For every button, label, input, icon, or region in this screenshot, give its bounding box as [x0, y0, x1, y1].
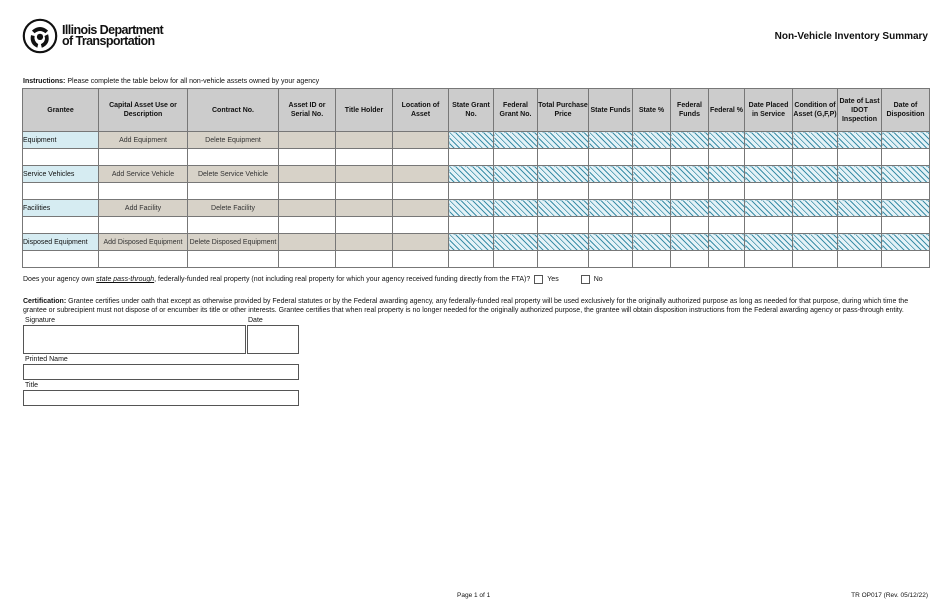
column-header: Location of Asset [393, 89, 449, 132]
column-header: Capital Asset Use or Description [99, 89, 188, 132]
real-property-question [23, 275, 603, 284]
input-cell[interactable] [393, 149, 449, 166]
table-cell [393, 200, 449, 217]
form-id: TR OP017 (Rev. 05/12/22) [851, 592, 928, 599]
input-cell[interactable] [336, 251, 393, 268]
yes-checkbox[interactable] [534, 275, 543, 284]
delete-button[interactable]: Delete Equipment [188, 132, 279, 149]
table-cell [589, 234, 633, 251]
input-cell[interactable] [671, 183, 709, 200]
table-cell [336, 200, 393, 217]
input-cell[interactable] [793, 149, 838, 166]
input-cell[interactable] [671, 217, 709, 234]
table-cell [882, 234, 930, 251]
input-cell[interactable] [449, 149, 494, 166]
input-cell[interactable] [23, 183, 99, 200]
input-cell[interactable] [99, 149, 188, 166]
input-cell[interactable] [745, 251, 793, 268]
table-cell [745, 166, 793, 183]
table-cell [882, 166, 930, 183]
table-cell [633, 166, 671, 183]
table-cell [793, 200, 838, 217]
table-cell [494, 200, 538, 217]
table-cell [709, 132, 745, 149]
section-row [23, 200, 930, 217]
input-cell[interactable] [838, 217, 882, 234]
input-cell[interactable] [99, 183, 188, 200]
no-label: No [593, 276, 603, 283]
signature-field[interactable] [23, 325, 246, 354]
instructions-text: Please complete the table below for all non-vehicle assets owned by your agency [67, 78, 320, 85]
input-cell[interactable] [882, 217, 930, 234]
input-cell[interactable] [279, 149, 336, 166]
input-cell[interactable] [393, 251, 449, 268]
input-cell[interactable] [633, 149, 671, 166]
section-row [23, 132, 930, 149]
add-button[interactable]: Add Service Vehicle [99, 166, 188, 183]
add-button[interactable]: Add Facility [99, 200, 188, 217]
input-cell[interactable] [709, 183, 745, 200]
instructions [23, 78, 319, 85]
table-cell [633, 234, 671, 251]
column-header: Date Placed in Service [745, 89, 793, 132]
input-cell[interactable] [538, 251, 589, 268]
input-cell[interactable] [793, 251, 838, 268]
table-cell [838, 200, 882, 217]
certification [23, 297, 928, 315]
input-cell[interactable] [538, 183, 589, 200]
table-row [23, 251, 930, 268]
input-cell[interactable] [279, 183, 336, 200]
certification-label: Certification: [23, 298, 67, 305]
category-label: Facilities [23, 200, 99, 217]
input-cell[interactable] [709, 149, 745, 166]
column-header: Condition of Asset (G,F,P) [793, 89, 838, 132]
input-cell[interactable] [23, 149, 99, 166]
table-cell [393, 132, 449, 149]
org-line-1: Illinois Department [62, 23, 164, 37]
table-cell [279, 234, 336, 251]
delete-button[interactable]: Delete Disposed Equipment [188, 234, 279, 251]
column-header: Grantee [23, 89, 99, 132]
table-cell [449, 132, 494, 149]
table-cell [709, 166, 745, 183]
table-cell [745, 200, 793, 217]
table-cell [538, 132, 589, 149]
table-cell [449, 166, 494, 183]
input-cell[interactable] [538, 149, 589, 166]
table-cell [838, 132, 882, 149]
no-checkbox[interactable] [581, 275, 590, 284]
title-label: Title [25, 382, 38, 389]
section-row [23, 234, 930, 251]
input-cell[interactable] [99, 251, 188, 268]
input-cell[interactable] [793, 217, 838, 234]
input-cell[interactable] [709, 251, 745, 268]
certification-text: Grantee certifies under oath that except as otherwise provided by Federal statutes or by the Federal awarding agency, any federally-funded real property will be used exclusively for the originally authorized purpose as long as needed for that purpose, during which time the grantee or subrecipient must not dispose of or encumber its title or other interests. Grantee certifies that when real property is no longer needed for the originally authorized purpose, the grantee will obtain disposition instructions from the Federal awarding agency or pass-through entity. [23, 298, 909, 314]
input-cell[interactable] [393, 217, 449, 234]
input-cell[interactable] [23, 251, 99, 268]
yes-label: Yes [547, 276, 559, 283]
input-cell[interactable] [589, 251, 633, 268]
table-cell [671, 132, 709, 149]
idot-logo-icon [22, 18, 58, 54]
add-button[interactable]: Add Disposed Equipment [99, 234, 188, 251]
input-cell[interactable] [709, 217, 745, 234]
add-button[interactable]: Add Equipment [99, 132, 188, 149]
input-cell[interactable] [279, 251, 336, 268]
column-header: Title Holder [336, 89, 393, 132]
input-cell[interactable] [838, 183, 882, 200]
table-cell [279, 200, 336, 217]
input-cell[interactable] [494, 217, 538, 234]
table-cell [336, 234, 393, 251]
input-cell[interactable] [589, 149, 633, 166]
table-cell [336, 132, 393, 149]
table-cell [671, 166, 709, 183]
input-cell[interactable] [23, 217, 99, 234]
input-cell[interactable] [449, 183, 494, 200]
org-line-2: of Transportation [62, 34, 155, 48]
table-cell [393, 234, 449, 251]
column-header: Total Purchase Price [538, 89, 589, 132]
table-cell [538, 166, 589, 183]
table-cell [538, 234, 589, 251]
delete-button[interactable]: Delete Service Vehicle [188, 166, 279, 183]
input-cell[interactable] [494, 183, 538, 200]
input-cell[interactable] [336, 183, 393, 200]
table-cell [793, 234, 838, 251]
table-cell [336, 166, 393, 183]
category-label: Service Vehicles [23, 166, 99, 183]
table-cell [671, 200, 709, 217]
input-cell[interactable] [745, 149, 793, 166]
table-cell [633, 132, 671, 149]
title-field[interactable] [23, 390, 299, 406]
question-suffix: , federally-funded real property (not including real property for which your agency received funding directly from the FTA)? [154, 276, 531, 283]
input-cell[interactable] [449, 251, 494, 268]
instructions-label: Instructions: [23, 78, 66, 85]
input-cell[interactable] [633, 251, 671, 268]
column-header: State Grant No. [449, 89, 494, 132]
input-cell[interactable] [838, 251, 882, 268]
table-row [23, 183, 930, 200]
input-cell[interactable] [793, 183, 838, 200]
table-cell [793, 166, 838, 183]
column-header: Asset ID or Serial No. [279, 89, 336, 132]
table-cell [671, 234, 709, 251]
input-cell[interactable] [671, 149, 709, 166]
column-header: Federal Grant No. [494, 89, 538, 132]
printed-name-field[interactable] [23, 364, 299, 380]
input-cell[interactable] [393, 183, 449, 200]
input-cell[interactable] [449, 217, 494, 234]
date-field[interactable] [247, 325, 299, 354]
input-cell[interactable] [336, 149, 393, 166]
input-cell[interactable] [188, 149, 279, 166]
input-cell[interactable] [494, 149, 538, 166]
table-row [23, 217, 930, 234]
column-header: Date of Disposition [882, 89, 930, 132]
input-cell[interactable] [838, 149, 882, 166]
table-header-row [23, 89, 930, 132]
category-label: Equipment [23, 132, 99, 149]
signature-label: Signature [25, 317, 55, 324]
organization-name [62, 25, 163, 47]
form-title: Non-Vehicle Inventory Summary [774, 31, 928, 42]
table-cell [279, 166, 336, 183]
column-header: State % [633, 89, 671, 132]
table-cell [882, 200, 930, 217]
column-header: Federal % [709, 89, 745, 132]
table-cell [494, 132, 538, 149]
input-cell[interactable] [882, 149, 930, 166]
table-cell [279, 132, 336, 149]
table-cell [538, 200, 589, 217]
input-cell[interactable] [494, 251, 538, 268]
table-cell [589, 200, 633, 217]
input-cell[interactable] [745, 183, 793, 200]
table-row [23, 149, 930, 166]
section-row [23, 166, 930, 183]
input-cell[interactable] [99, 217, 188, 234]
table-cell [449, 200, 494, 217]
column-header: Date of Last IDOT Inspection [838, 89, 882, 132]
table-cell [589, 166, 633, 183]
inventory-table [22, 88, 930, 268]
delete-button[interactable]: Delete Facility [188, 200, 279, 217]
table-cell [589, 132, 633, 149]
input-cell[interactable] [188, 217, 279, 234]
input-cell[interactable] [882, 251, 930, 268]
table-cell [882, 132, 930, 149]
table-cell [745, 132, 793, 149]
table-cell [709, 234, 745, 251]
table-cell [745, 234, 793, 251]
table-cell [838, 166, 882, 183]
table-cell [709, 200, 745, 217]
input-cell[interactable] [188, 251, 279, 268]
input-cell[interactable] [589, 183, 633, 200]
state-pass-through-link: state pass-through [96, 276, 155, 283]
input-cell[interactable] [633, 183, 671, 200]
category-label: Disposed Equipment [23, 234, 99, 251]
table-cell [494, 234, 538, 251]
table-cell [838, 234, 882, 251]
table-cell [449, 234, 494, 251]
table-cell [494, 166, 538, 183]
input-cell[interactable] [633, 217, 671, 234]
column-header: Contract No. [188, 89, 279, 132]
table-cell [633, 200, 671, 217]
column-header: Federal Funds [671, 89, 709, 132]
input-cell[interactable] [188, 183, 279, 200]
date-label: Date [248, 317, 263, 324]
idot-logo [22, 18, 163, 54]
input-cell[interactable] [882, 183, 930, 200]
column-header: State Funds [589, 89, 633, 132]
printed-name-label: Printed Name [25, 356, 68, 363]
page-number: Page 1 of 1 [457, 592, 491, 599]
input-cell[interactable] [745, 217, 793, 234]
input-cell[interactable] [279, 217, 336, 234]
input-cell[interactable] [336, 217, 393, 234]
table-cell [793, 132, 838, 149]
input-cell[interactable] [589, 217, 633, 234]
input-cell[interactable] [671, 251, 709, 268]
question-prefix: Does your agency own [23, 276, 95, 283]
table-cell [393, 166, 449, 183]
input-cell[interactable] [538, 217, 589, 234]
